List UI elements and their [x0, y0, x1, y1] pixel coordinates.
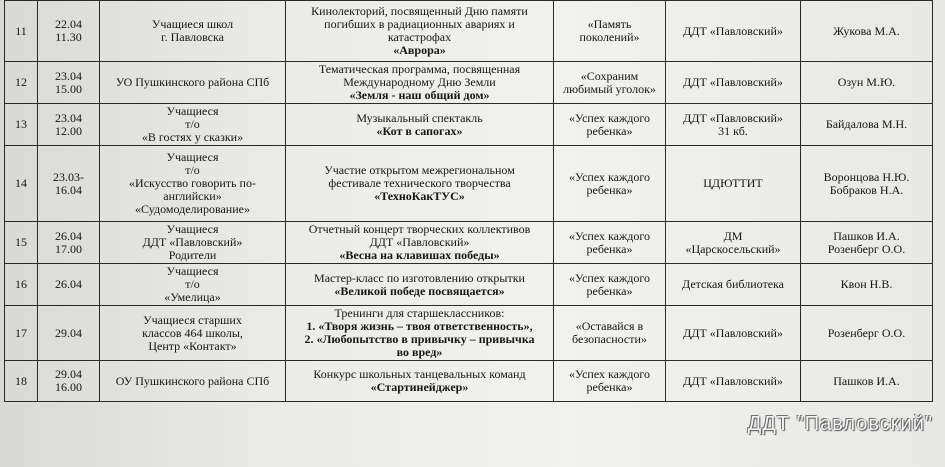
event-cell: [286, 264, 554, 306]
table-row: [5, 306, 933, 361]
date-line: 29.04: [55, 325, 82, 340]
participants-line: «Умелица»: [164, 290, 221, 304]
location-line: ДДТ «Павловский»: [683, 325, 783, 340]
participants-cell: [100, 146, 286, 222]
date-line: 12.00: [55, 123, 82, 138]
date-line: 23.04: [55, 110, 82, 125]
participants-cell: [100, 104, 286, 146]
date-line: 16.00: [55, 380, 82, 394]
table-row: [5, 361, 933, 402]
event-bold-line: «ТехноКакТУС»: [374, 189, 465, 203]
event-bold-line: «Великой победе посвящается»: [334, 283, 505, 298]
watermark-logo: ДДТ "Павловский": [747, 413, 933, 435]
program-line: ребенка»: [586, 283, 633, 298]
participants-line: т/о: [185, 163, 200, 177]
event-bold-line: «Весна на клавишах победы»: [339, 248, 500, 262]
location-cell: [666, 62, 801, 104]
event-line: ДДТ «Павловский»: [369, 235, 470, 249]
program-line: поколений»: [579, 30, 640, 44]
participants-cell: [100, 306, 286, 361]
date-line: 23.03-: [53, 169, 84, 184]
event-line: Кинолекторий, посвященный Дню памяти: [311, 4, 528, 18]
responsible-cell: [801, 104, 933, 146]
program-line: ребенка»: [586, 123, 633, 138]
responsible-line: Квон Н.В.: [840, 277, 893, 291]
responsible-line: Воронцова Н.Ю.: [823, 169, 910, 184]
date-cell: [38, 222, 100, 264]
table-row: [5, 264, 933, 306]
event-bold-line: во вред»: [396, 345, 443, 359]
location-line: ДДТ «Павловский»: [683, 23, 783, 38]
location-line: Детская библиотека: [682, 277, 784, 291]
program-line: «Успех каждого: [569, 110, 650, 125]
location-line: ДМ: [723, 228, 743, 243]
date-cell: [38, 62, 100, 104]
date-cell: [38, 146, 100, 222]
date-line: 29.04: [55, 367, 82, 381]
program-line: ребенка»: [586, 182, 633, 197]
participants-line: Учащиеся: [166, 264, 219, 278]
date-cell: [38, 104, 100, 146]
participants-cell: [100, 222, 286, 264]
table-row: [5, 222, 933, 264]
event-bold-line: «Кот в сапогах»: [376, 123, 463, 138]
location-line: ДДТ «Павловский»: [683, 75, 783, 89]
event-bold-line: 2. «Любопытство в привычку – привычка: [304, 332, 535, 346]
event-line: Конкурс школьных танцевальных команд: [313, 367, 526, 381]
responsible-cell: [801, 222, 933, 264]
row-number: 11: [15, 23, 27, 38]
row-number: 15: [15, 235, 27, 249]
participants-line: Учащиеся: [166, 104, 219, 118]
event-cell: [286, 222, 554, 264]
participants-line: УО Пушкинского района СПб: [115, 75, 270, 89]
date-line: 15.00: [55, 81, 82, 96]
event-cell: [286, 1, 554, 62]
participants-line: «Искусство говорить по-: [129, 176, 256, 190]
row-number: 14: [15, 176, 27, 190]
row-number-cell: [5, 1, 38, 62]
program-line: «Успех каждого: [569, 367, 650, 381]
responsible-line: Пашков И.А.: [833, 373, 900, 388]
event-cell: [286, 146, 554, 222]
participants-cell: [100, 264, 286, 306]
responsible-cell: [801, 306, 933, 361]
event-line: Участие открытом межрегиональном: [324, 163, 515, 177]
participants-line: ОУ Пушкинского района СПб: [115, 373, 270, 388]
event-cell: [286, 306, 554, 361]
row-number-cell: [5, 104, 38, 146]
program-cell: [554, 264, 666, 306]
table-row: [5, 1, 933, 62]
program-line: «Оставайся в: [575, 319, 644, 333]
date-cell: [38, 306, 100, 361]
program-line: безопасности»: [572, 332, 647, 346]
responsible-cell: [801, 146, 933, 222]
participants-line: Учащиеся: [166, 150, 219, 164]
date-cell: [38, 264, 100, 306]
date-line: 22.04: [55, 17, 82, 31]
row-number: 17: [15, 325, 27, 340]
responsible-cell: [801, 1, 933, 62]
location-line: ДДТ «Павловский»: [683, 110, 783, 125]
responsible-line: Бобраков Н.А.: [829, 182, 904, 197]
participants-cell: [100, 361, 286, 402]
program-line: любимый уголок»: [563, 81, 656, 96]
responsible-cell: [801, 62, 933, 104]
event-line: фестивале технического творчества: [328, 176, 511, 190]
row-number-cell: [5, 222, 38, 264]
program-line: «Успех каждого: [569, 169, 650, 184]
participants-cell: [100, 62, 286, 104]
program-line: «Успех каждого: [569, 228, 650, 243]
program-line: «Успех каждого: [569, 270, 650, 285]
program-cell: [554, 361, 666, 402]
location-line: ДДТ «Павловский»: [683, 373, 783, 388]
program-line: «Память: [587, 17, 632, 31]
row-number-cell: [5, 62, 38, 104]
row-number: 13: [15, 117, 27, 131]
date-cell: [38, 1, 100, 62]
program-line: ребенка»: [586, 380, 633, 394]
date-line: 17.00: [55, 241, 82, 256]
event-cell: [286, 62, 554, 104]
participants-line: т/о: [185, 277, 200, 291]
location-line: ЦДЮТТИТ: [703, 176, 763, 190]
participants-line: Родители: [168, 248, 217, 262]
event-line: Тренинги для старшеклассников:: [334, 306, 505, 320]
event-line: погибших в радиационных авариях и: [324, 17, 515, 31]
date-line: 11.30: [55, 30, 82, 44]
participants-line: «Судомоделирование»: [135, 202, 250, 216]
responsible-cell: [801, 361, 933, 402]
row-number-cell: [5, 264, 38, 306]
table-row: [5, 146, 933, 222]
participants-line: т/о: [185, 117, 200, 131]
responsible-line: Розенберг О.О.: [827, 325, 906, 340]
location-cell: [666, 306, 801, 361]
row-number: 12: [15, 75, 27, 89]
event-bold-line: «Стартинейджер»: [370, 380, 469, 394]
row-number-cell: [5, 361, 38, 402]
participants-line: Учащиеся: [166, 222, 219, 236]
event-line: Мастер-класс по изготовлению открытки: [314, 270, 525, 285]
table-row: [5, 104, 933, 146]
event-line: Международному Дню Земли: [343, 75, 496, 89]
participants-line: г. Павловска: [161, 30, 224, 44]
events-table: [4, 0, 933, 402]
program-cell: [554, 306, 666, 361]
participants-line: Учащиеся школ: [151, 17, 234, 31]
event-bold-line: 1. «Творя жизнь – твоя ответственность»,: [306, 319, 533, 333]
date-cell: [38, 361, 100, 402]
event-cell: [286, 104, 554, 146]
participants-line: «В гостях у сказки»: [141, 130, 244, 144]
event-bold-line: «Аврора»: [393, 43, 446, 57]
program-cell: [554, 222, 666, 264]
participants-line: ДДТ «Павловский»: [142, 235, 243, 249]
location-cell: [666, 146, 801, 222]
event-line: Тематическая программа, посвященная: [318, 62, 521, 76]
responsible-line: Жукова М.А.: [833, 23, 900, 38]
participants-line: классов 464 школы,: [142, 325, 243, 340]
date-line: 26.04: [55, 277, 82, 291]
program-cell: [554, 62, 666, 104]
participants-line: Центр «Контакт»: [148, 338, 237, 353]
date-line: 26.04: [55, 228, 82, 243]
program-cell: [554, 1, 666, 62]
location-line: 31 кб.: [718, 123, 748, 138]
table-row: [5, 62, 933, 104]
event-line: Музыкальный спектакль: [356, 110, 483, 125]
event-cell: [286, 361, 554, 402]
row-number-cell: [5, 146, 38, 222]
participants-line: Учащиеся старших: [143, 312, 242, 327]
location-line: «Царскосельский»: [685, 241, 781, 256]
event-line: Отчетный концерт творческих коллективов: [308, 222, 531, 236]
date-line: 16.04: [55, 182, 82, 197]
responsible-line: Байдалова М.Н.: [825, 117, 908, 131]
program-cell: [554, 104, 666, 146]
participants-line: английски»: [163, 189, 222, 203]
responsible-line: Розенберг О.О.: [827, 241, 906, 256]
location-cell: [666, 361, 801, 402]
program-line: «Сохраним: [580, 68, 639, 83]
row-number-cell: [5, 306, 38, 361]
location-cell: [666, 1, 801, 62]
row-number: 18: [15, 373, 27, 388]
location-cell: [666, 104, 801, 146]
program-cell: [554, 146, 666, 222]
responsible-cell: [801, 264, 933, 306]
event-bold-line: «Земля - наш общий дом»: [349, 88, 490, 102]
responsible-line: Пашков И.А.: [833, 228, 900, 243]
participants-cell: [100, 1, 286, 62]
event-line: катастрофах: [387, 30, 452, 44]
row-number: 16: [15, 277, 27, 291]
program-line: ребенка»: [586, 241, 633, 256]
location-cell: [666, 222, 801, 264]
events-table-body: [5, 1, 933, 402]
responsible-line: Озун М.Ю.: [837, 75, 896, 89]
location-cell: [666, 264, 801, 306]
date-line: 23.04: [55, 68, 82, 83]
